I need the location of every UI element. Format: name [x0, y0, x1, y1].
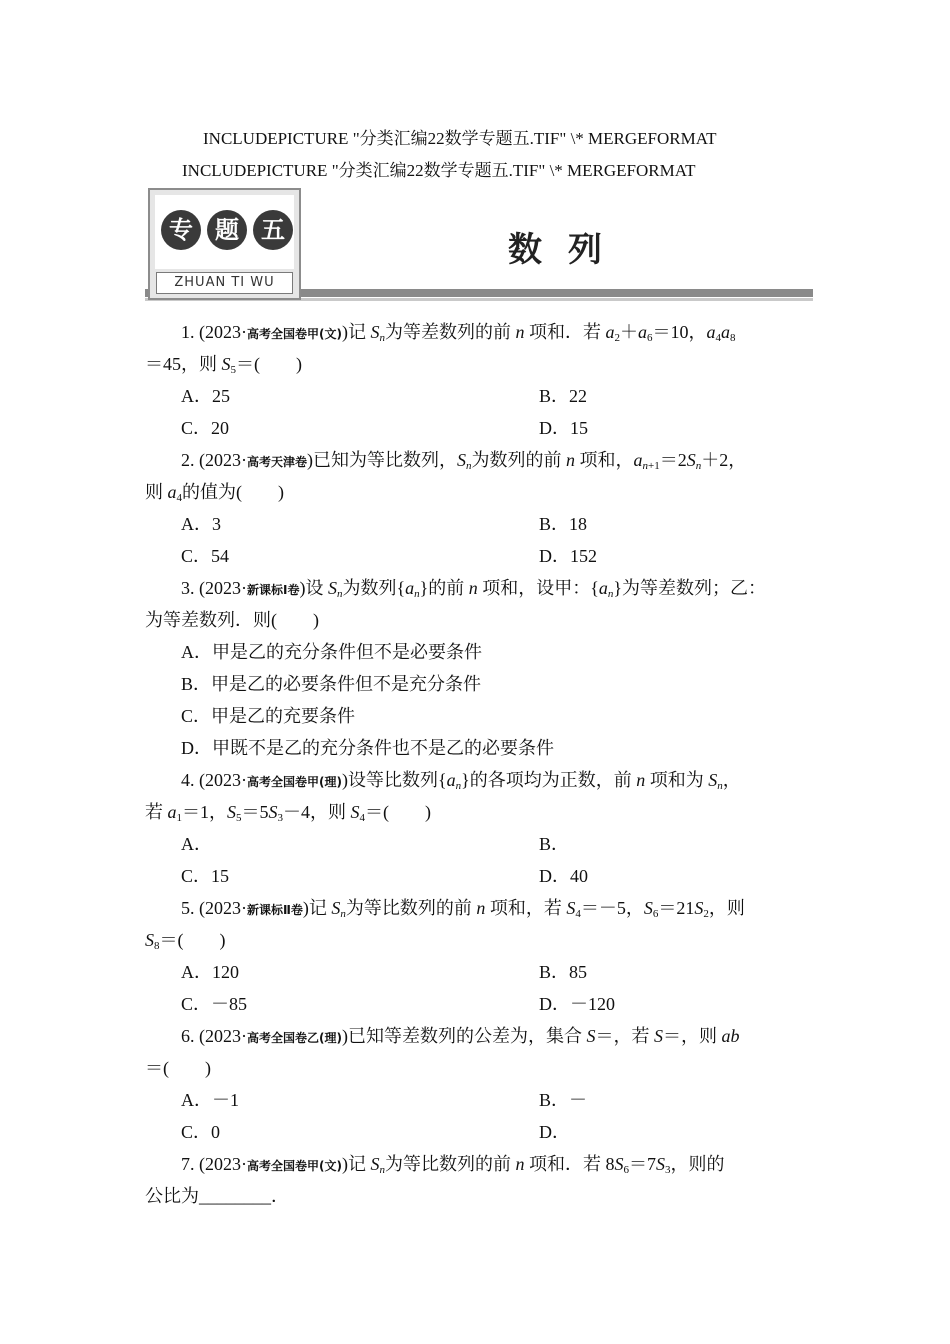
- q3-option-d-row: [145, 732, 810, 764]
- q1-option-c[interactable]: C．20: [181, 418, 230, 438]
- q4-option-d[interactable]: D．40: [539, 866, 588, 886]
- q4-stem-line1: 4. (2023·高考全国卷甲(理))设等比数列$\{a_n\}$的各项均为正数，前 n 项和为 $S_n$，: [181, 770, 741, 792]
- q3-option-b[interactable]: B．甲是乙的必要条件但不是充分条件: [181, 674, 482, 694]
- q2-stem-line2: 则 $a_4$的值为( ): [145, 482, 284, 504]
- q5-option-d[interactable]: D．－120: [539, 994, 615, 1014]
- q1-option-b[interactable]: B．22: [539, 386, 588, 406]
- q1-options-row2: [145, 412, 810, 444]
- q2-stem-line1: 2. (2023·高考天津卷)已知为等比数列，$S_n$为数列的前 n 项和，$a_{n+1}=2S_n+2$，: [181, 450, 747, 472]
- q3-option-a[interactable]: A．甲是乙的充分条件但不是必要条件: [181, 642, 482, 662]
- q5-option-c[interactable]: C．－85: [181, 994, 248, 1014]
- q5-options-row1: [145, 956, 810, 988]
- q6-stem-line1: 6. (2023·高考全国卷乙(理))已知等差数列的公差为，集合 S＝，若 S＝，则 ab: [181, 1026, 740, 1046]
- q5-stem-line2: $S_8=$( ): [145, 930, 226, 952]
- badge-char-3: 五: [253, 210, 293, 250]
- badge-char-2: 题: [207, 210, 247, 250]
- q2-option-d[interactable]: D．152: [539, 546, 597, 566]
- q4-source: 高考全国卷甲(理): [247, 775, 342, 789]
- q4-options-row2: [145, 860, 810, 892]
- q7-source: 高考全国卷甲(文): [247, 1159, 342, 1173]
- q6-source: 高考全国卷乙(理): [247, 1031, 342, 1045]
- q1-option-a[interactable]: A．25: [181, 386, 230, 406]
- q3-source: 新课标Ⅰ卷: [247, 583, 300, 597]
- q5-options-row2: [145, 988, 810, 1020]
- q1-option-d[interactable]: D．15: [539, 418, 588, 438]
- q6-options-row2: [145, 1116, 810, 1148]
- q3-option-d[interactable]: D．甲既不是乙的充分条件也不是乙的必要条件: [181, 738, 554, 758]
- q6-option-d[interactable]: D．: [539, 1122, 570, 1142]
- q5-source: 新课标Ⅱ卷: [247, 903, 303, 917]
- badge-subtitle: ZHUAN TI WU: [156, 272, 293, 294]
- q4-stem-line2: 若 $a_1=1$，$S_5=5S_3-4$，则 $S_4=$( ): [145, 802, 431, 824]
- q7-stem-line1: 7. (2023·高考全国卷甲(文))记 $S_n$为等比数列的前 n 项和．若 $8S_6=7S_3$，则的: [181, 1154, 725, 1176]
- field-code-line-1: INCLUDEPICTURE "分类汇编22数学专题五.TIF" \* MERGEFORMAT: [203, 129, 717, 148]
- q2-option-c[interactable]: C．54: [181, 546, 230, 566]
- q6-option-a[interactable]: A．－1: [181, 1090, 239, 1110]
- q2-source: 高考天津卷: [247, 455, 308, 469]
- q6-option-b[interactable]: B．－: [539, 1090, 588, 1110]
- q5-option-b[interactable]: B．85: [539, 962, 588, 982]
- q6-options-row1: [145, 1084, 810, 1116]
- q1-stem-line1: 1. (2023·高考全国卷甲(文))记 $S_n$为等差数列的前 n 项和．若 $a_2+a_6=10$，$a_4a_8$: [181, 322, 736, 344]
- q5-option-a[interactable]: A．120: [181, 962, 239, 982]
- q3-option-c[interactable]: C．甲是乙的充要条件: [181, 706, 356, 726]
- chapter-title: 数列: [508, 230, 628, 270]
- badge-char-1: 专: [161, 210, 201, 250]
- q2-options-row2: [145, 540, 810, 572]
- q4-option-a[interactable]: A．: [181, 834, 212, 854]
- q1-stem-line2: ＝45，则 $S_5=$( ): [145, 354, 302, 376]
- q3-option-a-row: [145, 636, 810, 668]
- q2-option-a[interactable]: A．3: [181, 514, 221, 534]
- q4-option-c[interactable]: C．15: [181, 866, 230, 886]
- q4-options-row1: [145, 828, 810, 860]
- q7-stem-line2: 公比为________．: [145, 1186, 289, 1206]
- question-list: [145, 316, 810, 1212]
- q4-option-b[interactable]: B．: [539, 834, 570, 854]
- q2-option-b[interactable]: B．18: [539, 514, 588, 534]
- q3-stem-line1: 3. (2023·新课标Ⅰ卷)设 $S_n$为数列$\{a_n\}$的前 n 项和，设甲：$\{a_n\}$为等差数列；乙：: [181, 578, 767, 600]
- q5-stem-line1: 5. (2023·新课标Ⅱ卷)记 $S_n$为等比数列的前 n 项和，若 $S_4=-5$，$S_6=21S_2$，则: [181, 898, 745, 920]
- q3-option-b-row: [145, 668, 810, 700]
- q3-stem-line2: 为等差数列．则( ): [145, 610, 319, 630]
- q3-option-c-row: [145, 700, 810, 732]
- badge-inner: [155, 195, 294, 269]
- field-code-line-2: INCLUDEPICTURE "分类汇编22数学专题五.TIF" \* MERGEFORMAT: [182, 161, 696, 180]
- q1-options-row1: [145, 380, 810, 412]
- chapter-badge: [148, 188, 301, 300]
- q6-option-c[interactable]: C．0: [181, 1122, 221, 1142]
- q1-source: 高考全国卷甲(文): [247, 327, 342, 341]
- q6-stem-line2: ＝( ): [145, 1058, 211, 1078]
- q2-options-row1: [145, 508, 810, 540]
